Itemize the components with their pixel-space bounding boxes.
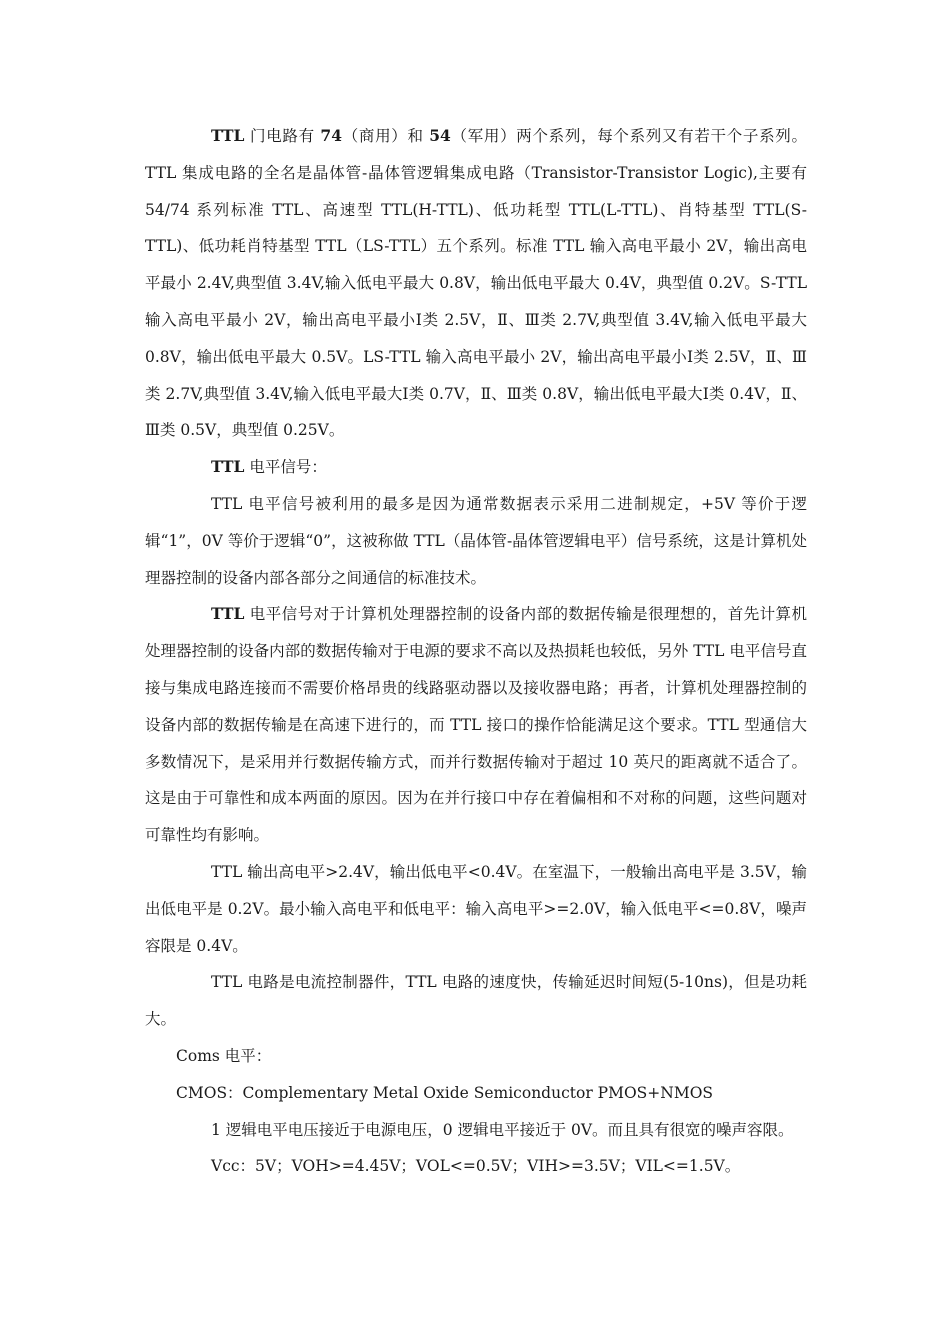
text-run: 门电路有	[244, 127, 321, 145]
paragraph-cmos-vcc: Vcc：5V；VOH>=4.45V；VOL<=0.5V；VIH>=3.5V；VIL<=1.5V。	[211, 1157, 741, 1176]
text-run: （军用）两个系列，每个系列又有若干个子系列。TTL 集成电路的全名是晶体管-晶体管逻辑集成电路（Transistor-Transistor Logic),主要有 54/74 系列标准 TTL、高速型 TTL(H-TTL)、低功耗型 TTL(L-TTL)、肖特基型 TTL(S-TTL)、低功耗肖特基型 TTL（LS-TTL）五个系列。标准 TTL 输入高电平最小 2V，输出高电平最小 2.4V,典型值 3.4V,输入低电平最大 0.8V，输出低电平最大 0.4V，典型值 0.2V。S-TTL 输入高电平最小 2V，输出高电平最小Ⅰ类 2.5V，Ⅱ、Ⅲ类 2.7V,典型值 3.4V,输入低电平最大 0.8V，输出低电平最大 0.5V。LS-TTL 输入高电平最小 2V，输出高电平最小Ⅰ类 2.5V，Ⅱ、Ⅲ类 2.7V,典型值 3.4V,输入低电平最大Ⅰ类 0.7V，Ⅱ、Ⅲ类 0.8V，输出低电平最大Ⅰ类 0.4V，Ⅱ、Ⅲ类 0.5V，典型值 0.25V。	[145, 127, 807, 440]
bold-text: 54	[429, 126, 451, 145]
bold-text: TTL	[211, 457, 245, 477]
paragraph-cmos-logic: 1 逻辑电平电压接近于电源电压，0 逻辑电平接近于 0V。而且具有很宽的噪声容限。	[211, 1120, 794, 1139]
paragraph-ttl-levels: TTL 输出高电平>2.4V，输出低电平<0.4V。在室温下，一般输出高电平是 3.5V，输出低电平是 0.2V。最小输入高电平和低电平：输入高电平>=2.0V，输入低电平<=0.8V，噪声容限是 0.4V。	[145, 862, 807, 955]
text-run: （商用）和	[342, 127, 430, 145]
heading-cmos: Coms 电平：	[176, 1046, 272, 1065]
cmos-definition: CMOS：Complementary Metal Oxide Semiconductor PMOS+NMOS	[176, 1083, 714, 1102]
bold-text: TTL	[211, 604, 245, 624]
paragraph-ttl-binary: TTL 电平信号被利用的最多是因为通常数据表示采用二进制规定，+5V 等价于逻辑“1”，0V 等价于逻辑“0”，这被称做 TTL（晶体管-晶体管逻辑电平）信号系统，这是计算机处理器控制的设备内部各部分之间通信的标准技术。	[145, 494, 807, 587]
bold-text: TTL	[211, 126, 245, 145]
paragraph-ttl-series	[145, 118, 807, 449]
text-run: 电平信号对于计算机处理器控制的设备内部的数据传输是很理想的，首先计算机处理器控制的设备内部的数据传输对于电源的要求不高以及热损耗也较低，另外 TTL 电平信号直接与集成电路连接而不需要价格昂贵的线路驱动器以及接收器电路；再者，计算机处理器控制的设备内部的数据传输是在高速下进行的，而 TTL 接口的操作恰能满足这个要求。TTL 型通信大多数情况下，是采用并行数据传输方式，而并行数据传输对于超过 10 英尺的距离就不适合了。这是由于可靠性和成本两面的原因。因为在并行接口中存在着偏相和不对称的问题，这些问题对可靠性均有影响。	[145, 605, 807, 845]
document-body	[145, 118, 807, 1185]
heading-ttl-signal	[145, 449, 807, 486]
paragraph-ttl-transfer	[145, 596, 807, 854]
paragraph-ttl-speed: TTL 电路是电流控制器件，TTL 电路的速度快，传输延迟时间短(5-10ns)，但是功耗大。	[145, 973, 807, 1029]
text-run: 电平信号：	[244, 458, 327, 477]
bold-text: 74	[320, 126, 342, 145]
